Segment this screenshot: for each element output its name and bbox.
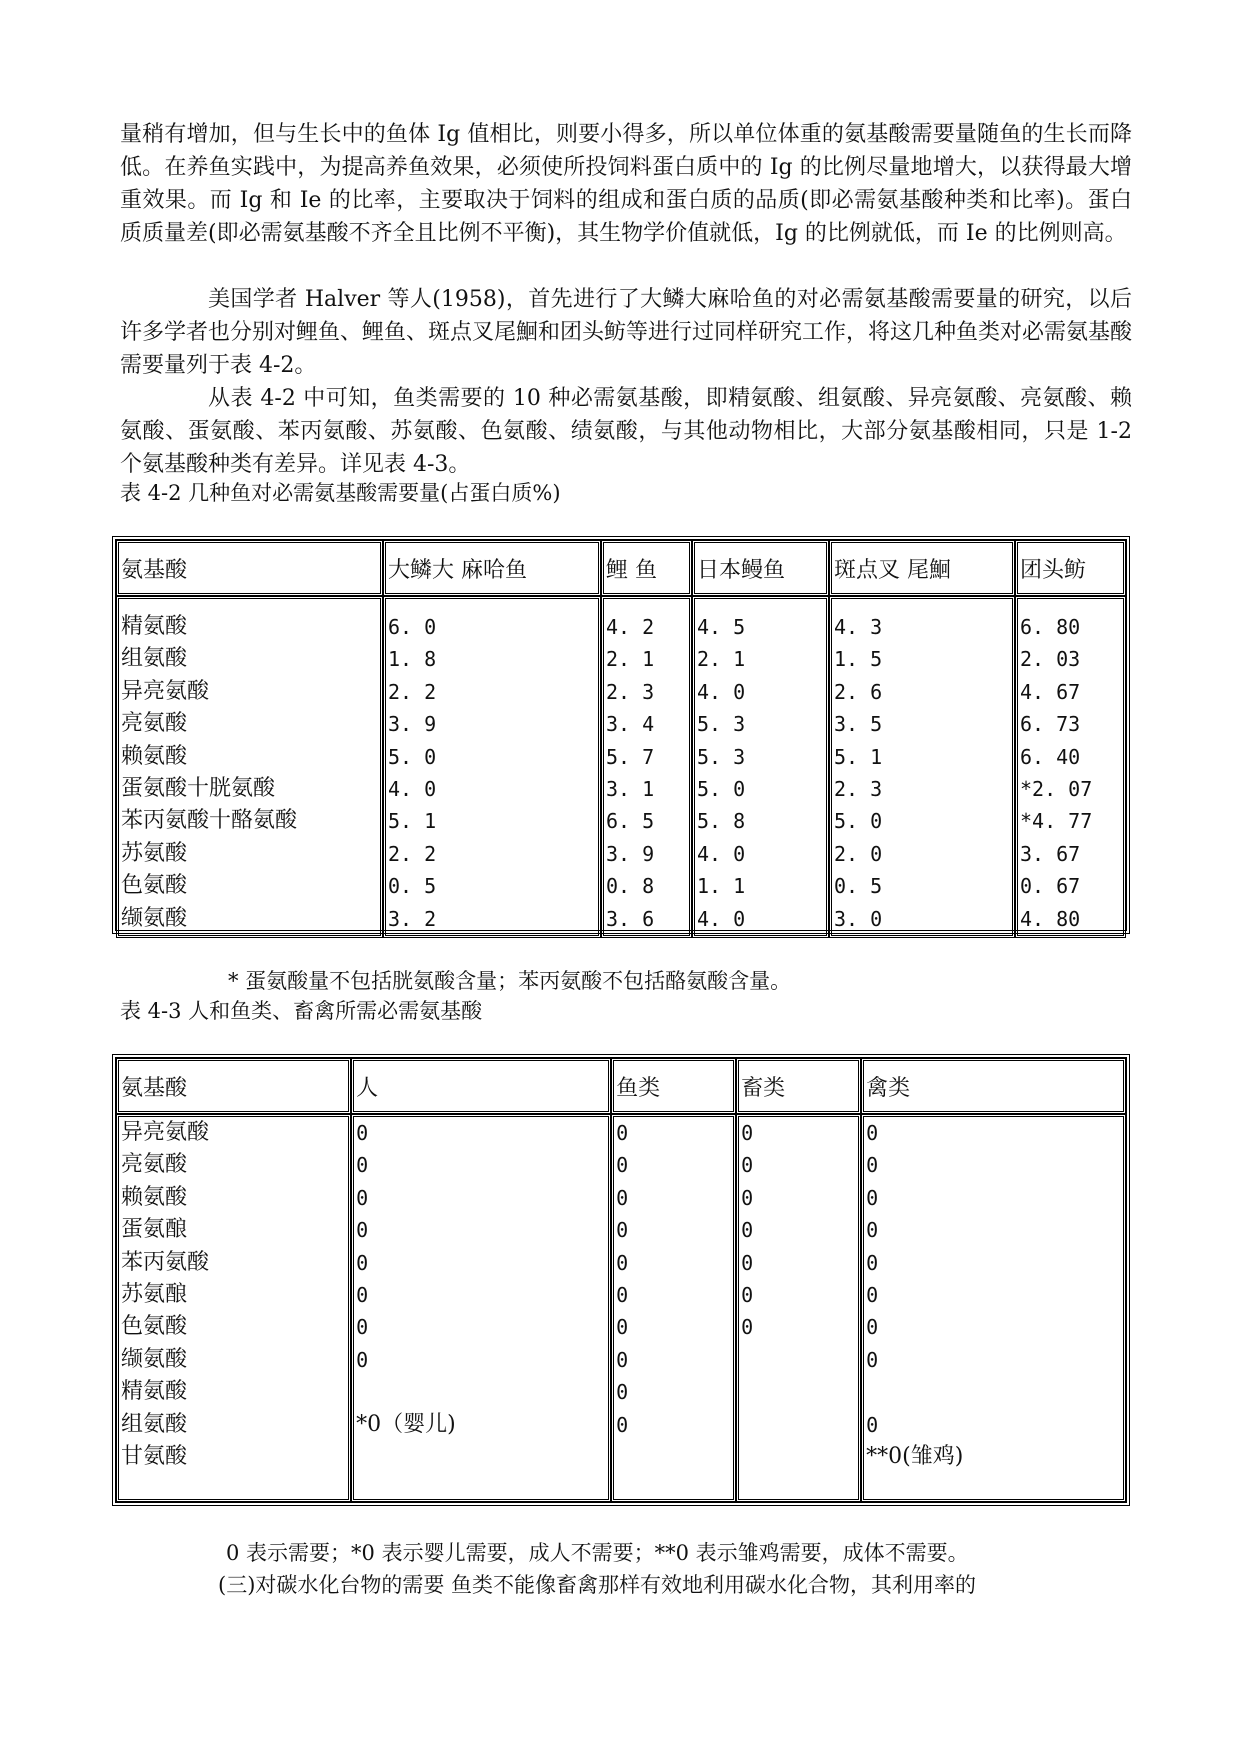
- requirement-mark: 0: [866, 1121, 879, 1145]
- value-cell: 3. 6: [606, 906, 655, 931]
- amino-acid-name: 组氨酸: [121, 1411, 188, 1437]
- amino-acid-name: 苯丙氨酸十酪氨酸: [121, 808, 298, 834]
- requirement-mark: 0: [616, 1250, 629, 1275]
- table-header-row: [116, 1058, 1126, 1114]
- requirement-mark: 0: [616, 1121, 629, 1145]
- paragraph-halver-study: 美国学者 Halver 等人(1958)，首先进行了大鳞大麻哈鱼的对必需氨基酸需要量的研究，以后许多学者也分别对鲤鱼、鲤鱼、斑点叉尾鮰和团头鲂等进行过同样研究工作，将这几种鱼类对必需氨基酸需要量列于表 4-2。: [120, 287, 1133, 378]
- value-cell: 3. 1: [606, 776, 655, 801]
- paragraph-essential-amino-acids: 从表 4-2 中可知，鱼类需要的 10 种必需氨基酸，即精氨酸、组氨酸、异亮氨酸、亮氨酸、赖氨酸、蛋氨酸、苯丙氨酸、苏氨酸、色氨酸、绩氨酸，与其他动物相比，大部分氨基酸相同，只是 1-2 个氨基酸种类有差异。详见表 4-3。: [120, 386, 1132, 477]
- table-4-2-caption: 表 4-2 几种鱼对必需氨基酸需要量(占蛋白质%): [120, 481, 561, 505]
- value-cell: 4. 80: [1020, 906, 1081, 931]
- value-cell: 3. 4: [606, 712, 655, 737]
- table-4-3-footnote: 0 表示需要；*0 表示婴儿需要，成人不需要；**0 表示雏鸡需要，成体不需要。: [226, 1541, 969, 1565]
- amino-acid-name: 精氨酸: [121, 614, 188, 639]
- value-cell: *4. 77: [1020, 809, 1093, 834]
- value-cell: 4. 0: [697, 841, 746, 866]
- value-column-chinook-salmon: [383, 596, 601, 938]
- value-cell: 3. 5: [834, 712, 883, 737]
- value-cell: 3. 9: [388, 712, 437, 737]
- requirement-mark: 0: [741, 1315, 754, 1340]
- requirement-mark: 0: [356, 1250, 369, 1275]
- table-body-row: [116, 1114, 1126, 1502]
- requirement-mark: 0: [616, 1153, 629, 1178]
- value-cell: 1. 1: [697, 874, 746, 899]
- value-cell: 6. 73: [1020, 712, 1081, 737]
- value-cell: 4. 3: [834, 615, 883, 639]
- requirement-mark: 0: [741, 1153, 754, 1178]
- table-body-row: [116, 596, 1126, 938]
- value-cell: *2. 07: [1020, 776, 1093, 801]
- amino-acid-name: 苏氨酿: [121, 1281, 188, 1307]
- requirement-mark: 0: [866, 1153, 879, 1178]
- closing-line: (三)对碳水化台物的需要 鱼类不能像畜禽那样有效地利用碳水化合物，其利用率的: [218, 1573, 977, 1597]
- value-cell: 5. 0: [697, 776, 746, 801]
- value-cell: 0. 8: [606, 874, 655, 899]
- header-cell: 禽类: [861, 1058, 1126, 1114]
- requirement-mark: 0: [356, 1218, 369, 1243]
- requirement-mark: 0: [616, 1282, 629, 1307]
- amino-acid-name: 精氨酸: [121, 1379, 188, 1405]
- table-4-3-caption: 表 4-3 人和鱼类、畜禽所需必需氨基酸: [120, 999, 483, 1023]
- amino-acid-name: 组氨酸: [121, 646, 188, 672]
- header-cell: 大鳞大 麻哈鱼: [383, 540, 601, 596]
- value-cell: 5. 1: [388, 809, 437, 834]
- value-cell: 2. 0: [834, 841, 883, 866]
- header-cell: 团头鲂: [1015, 540, 1126, 596]
- amino-acid-name: 蛋氨酸十胱氨酸: [121, 775, 276, 801]
- value-cell: 2. 1: [697, 647, 746, 672]
- header-cell: 人: [351, 1058, 611, 1114]
- value-cell: 2. 1: [606, 647, 655, 672]
- value-cell: 3. 67: [1020, 841, 1081, 866]
- value-cell: 2. 6: [834, 679, 883, 704]
- requirement-mark: 0: [356, 1282, 369, 1307]
- requirement-mark: 0: [356, 1153, 369, 1178]
- value-cell: 4. 2: [606, 615, 655, 639]
- requirement-mark: **0(雏鸡): [866, 1443, 964, 1469]
- value-cell: 3. 9: [606, 841, 655, 866]
- amino-acid-column: [116, 596, 383, 938]
- requirement-mark: 0: [616, 1412, 629, 1437]
- value-cell: 6. 5: [606, 809, 655, 834]
- amino-acid-name: 亮氨酸: [121, 711, 188, 737]
- requirement-mark: 0: [866, 1282, 879, 1307]
- amino-acid-name: 苏氨酸: [121, 840, 188, 866]
- requirement-mark: [356, 1376, 606, 1408]
- amino-acid-name: 色氨酸: [121, 1314, 188, 1340]
- requirement-mark: 0: [866, 1250, 879, 1275]
- value-cell: 4. 0: [697, 679, 746, 704]
- value-cell: 6. 40: [1020, 744, 1081, 769]
- requirement-mark: 0: [866, 1185, 879, 1210]
- table-4-3: [112, 1054, 1130, 1506]
- requirement-mark: 0: [616, 1315, 629, 1340]
- requirement-mark: 0: [741, 1250, 754, 1275]
- requirement-mark: 0: [741, 1218, 754, 1243]
- value-column-blunt-snout-bream: [1015, 596, 1126, 938]
- value-cell: 5. 3: [697, 712, 746, 737]
- amino-acid-name: 异亮氨酸: [121, 1120, 210, 1145]
- value-cell: 4. 0: [388, 776, 437, 801]
- value-cell: 5. 3: [697, 744, 746, 769]
- requirement-mark: *0（婴儿): [356, 1411, 456, 1437]
- amino-acid-name: 赖氨酸: [121, 1184, 188, 1210]
- table-4-2: [112, 536, 1130, 934]
- requirement-mark: 0: [356, 1347, 369, 1372]
- value-cell: 2. 3: [834, 776, 883, 801]
- value-cell: 1. 8: [388, 647, 437, 672]
- requirement-mark: [866, 1376, 1121, 1408]
- requirement-mark: 0: [616, 1380, 629, 1405]
- requirement-mark: 0: [741, 1121, 754, 1145]
- requirement-mark: 0: [356, 1315, 369, 1340]
- header-cell: 氨基酸: [116, 1058, 351, 1114]
- value-cell: 0. 67: [1020, 874, 1081, 899]
- amino-acid-name: 缬氨酸: [121, 905, 188, 931]
- header-cell: 日本鳗鱼: [692, 540, 829, 596]
- value-column-channel-catfish: [829, 596, 1015, 938]
- value-cell: 2. 2: [388, 841, 437, 866]
- requirement-mark: 0: [866, 1315, 879, 1340]
- amino-acid-name: 亮氨酸: [121, 1152, 188, 1178]
- value-cell: 5. 1: [834, 744, 883, 769]
- table-header-row: [116, 540, 1126, 596]
- amino-acid-name: 甘氨酸: [121, 1443, 188, 1469]
- fish-column: [611, 1114, 736, 1502]
- value-cell: 4. 5: [697, 615, 746, 639]
- requirement-mark: 0: [356, 1121, 369, 1145]
- value-cell: 6. 0: [388, 615, 437, 639]
- value-cell: 4. 67: [1020, 679, 1081, 704]
- value-cell: 4. 0: [697, 906, 746, 931]
- value-cell: 5. 0: [388, 744, 437, 769]
- requirement-mark: 0: [741, 1185, 754, 1210]
- header-cell: 氨基酸: [116, 540, 383, 596]
- value-cell: 5. 7: [606, 744, 655, 769]
- header-cell: 斑点叉 尾鮰: [829, 540, 1015, 596]
- value-column-japanese-eel: [692, 596, 829, 938]
- amino-acid-name: 蛋氨酿: [121, 1217, 188, 1243]
- requirement-mark: 0: [741, 1282, 754, 1307]
- requirement-mark: 0: [616, 1347, 629, 1372]
- value-cell: 3. 2: [388, 906, 437, 931]
- amino-acid-name: 缬氨酸: [121, 1346, 188, 1372]
- value-column-carp: [601, 596, 692, 938]
- requirement-mark: 0: [866, 1412, 879, 1437]
- value-cell: 2. 03: [1020, 647, 1081, 672]
- header-cell: 鱼类: [611, 1058, 736, 1114]
- value-cell: 0. 5: [388, 874, 437, 899]
- value-cell: 2. 3: [606, 679, 655, 704]
- value-cell: 5. 0: [834, 809, 883, 834]
- requirement-mark: 0: [616, 1218, 629, 1243]
- table-4-2-footnote: * 蛋氨酸量不包括胱氨酸含量；苯丙氨酸不包括酪氨酸含量。: [228, 969, 792, 993]
- value-cell: 6. 80: [1020, 615, 1081, 639]
- human-column: [351, 1114, 611, 1502]
- livestock-column: [736, 1114, 861, 1502]
- amino-acid-name: 赖氨酸: [121, 743, 188, 769]
- requirement-mark: 0: [356, 1185, 369, 1210]
- header-cell: 畜类: [736, 1058, 861, 1114]
- value-cell: 1. 5: [834, 647, 883, 672]
- poultry-column: [861, 1114, 1126, 1502]
- requirement-mark: 0: [616, 1185, 629, 1210]
- amino-acid-name: 色氨酸: [121, 873, 188, 899]
- value-cell: 0. 5: [834, 874, 883, 899]
- requirement-mark: 0: [866, 1218, 879, 1243]
- value-cell: 2. 2: [388, 679, 437, 704]
- amino-acid-column: [116, 1114, 351, 1502]
- amino-acid-name: 异亮氨酸: [121, 678, 210, 704]
- amino-acid-name: 苯丙氨酸: [121, 1249, 210, 1275]
- value-cell: 3. 0: [834, 906, 883, 931]
- paragraph-protein-ratio: 量稍有增加，但与生长中的鱼体 Ig 值相比，则要小得多，所以单位体重的氨基酸需要量随鱼的生长而降低。在养鱼实践中，为提高养鱼效果，必须使所投饲料蛋白质中的 Ig 的比例尽量地增大，以获得最大增重效果。而 Ig 和 Ie 的比率，主要取决于饲料的组成和蛋白质的品质(即必需氨基酸种类和比率)。蛋白质质量差(即必需氨基酸不齐全且比例不平衡)，其生物学价值就低，Ig 的比例就低，而 Ie 的比例则高。: [120, 122, 1132, 246]
- requirement-mark: 0: [866, 1347, 879, 1372]
- value-cell: 5. 8: [697, 809, 746, 834]
- header-cell: 鲤 鱼: [601, 540, 692, 596]
